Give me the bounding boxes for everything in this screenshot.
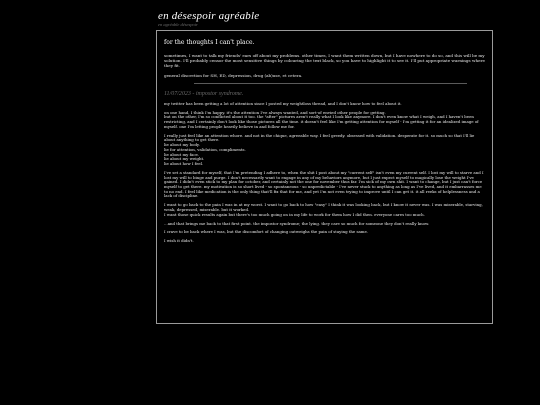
- content-warning: general discretion for SH, ED, depression, drug (ab)use, et cetera.: [164, 72, 303, 78]
- post-paragraph: I really just feel like an attention whore. and not in the chique, agreeable way. I feel greedy. obsessed with validation. desperate for it. so much so that I'll lie about anything to get there. lie about my body. lie for attention, validation, compliments. lie about my face. lie about my weight. lie about how I feel.: [164, 132, 475, 166]
- site-subtitle: en agréable désespoir: [158, 22, 198, 27]
- intro-body: sometimes, I want to talk my friends' ears off about my problems. other times, I want them written down, but I have nowhere to do so, and this will be my solution. I'll probably censor the most sensitive things by colouring the text black, so you have to highlight it to see it. I'll put appropriate warnings where they fit.: [164, 53, 485, 69]
- content-box: [156, 30, 493, 324]
- post-title[interactable]: 11/07/2023 - impostor syndrome.: [164, 90, 244, 97]
- post-paragraph: I've set a standard for myself, that I'm pretending I adhere to, when the shit I post about my "current self" isn't even my current self. I lost my will to starve and I lost my will to binge and purge. I don't necessarily want to engage in any of my behaviors anymore, but I just expect myself to magically lose the weight I've gained. I didn't even stick to my plan for october, and certainly not the one for november thus far. I'm sick of my own shit. I want to change, but I just can't force myself to get there. my motivation is so short lived - so spontaneous - so unpredictable - I've never stuck to anything as long as I've lived, and it embarrasses me to no end. I feel like medication is the only thing that'll fix that for me, and yet I'm not even trying to improve until I can get it. it all reeks of helplessness and a lack of discipline.: [164, 169, 484, 199]
- divider: [194, 83, 467, 84]
- intro-heading: for the thoughts I can't place.: [164, 39, 255, 46]
- post-paragraph: on one hand, I think I'm happy. it's the attention I've always wanted, and sort-of envied other people for getting. but on the other, I'm so conflicted about it too. the "after" pictures aren't really what I look like anymore. I don't even know what I weigh, and I haven't been restricting, and I certainly don't look like those pictures all the time. it doesn't feel like I'm getting attention for myself - I'm getting it for an idealized image of myself. one I'm letting people heavily believe in and follow me for.: [164, 109, 479, 129]
- post-paragraph: my twitter has been getting a lot of attention since I posted my weightloss thread, and I don't know how to feel about it.: [164, 100, 402, 106]
- post-paragraph: ...and that brings me back to that first point. the impostor syndrome; the lying. they care so much for someone they don't really know.: [164, 220, 430, 226]
- post-paragraph: I crave to be back where I was, but the discomfort of changing outweighs the pain of staying the same.: [164, 229, 368, 235]
- post-body: [164, 102, 485, 244]
- site-header: [158, 10, 498, 27]
- post-paragraph: I wish it didn't.: [164, 238, 194, 244]
- site-title[interactable]: en désespoir agréable: [158, 10, 260, 22]
- post-paragraph: I want to go back to the pain I was in at my worst. I want to go back to how "easy" I think it was looking back, but I know it never was. I was miserable, starving, weak, depressed, miserable. but it worked. I want those quick results again but there's too much going on in my life to work for them how I did then. everyone cares too much.: [164, 202, 483, 217]
